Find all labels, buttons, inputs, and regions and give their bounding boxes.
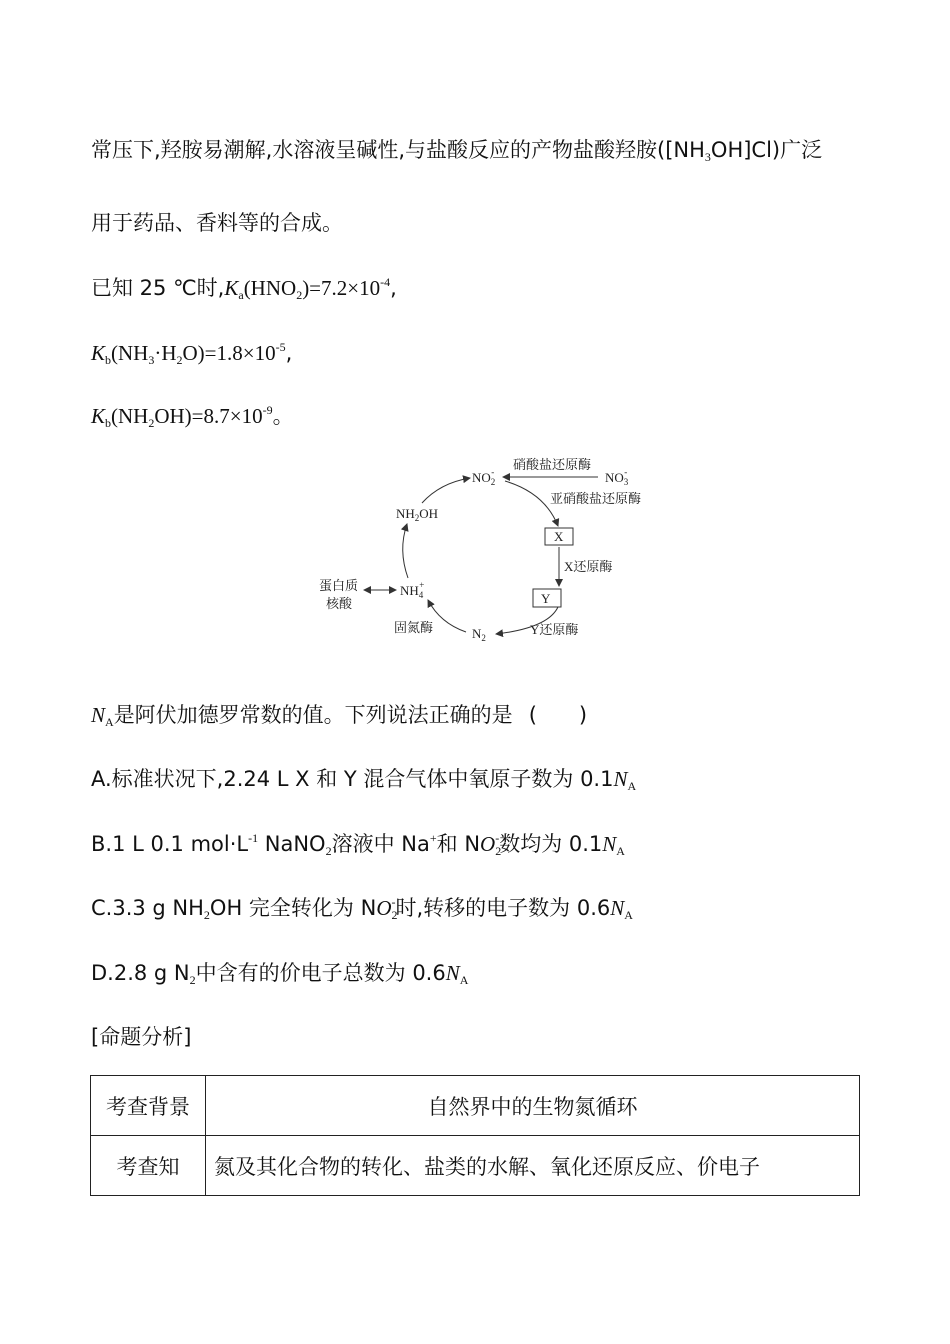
option-c[interactable]: C.3.3 g $NH_2OH$ 完全转化为 $NO_2^-$时,转移的电子数为 $0.6N_A$ [91, 895, 633, 922]
ammonium-label: $NH_4+$ [400, 580, 425, 600]
nucleic-acid-label: 核酸 [326, 596, 353, 611]
ammonium-to-hydroxylamine-arrow [403, 524, 408, 578]
row-value-background: 自然界中的生物氮循环 [206, 1076, 860, 1136]
row-label-background: 考查背景 [91, 1076, 206, 1136]
nitrogen-cycle-diagram [300, 448, 680, 653]
nitrate-label: $NO_3-$ [605, 467, 629, 487]
analysis-table [90, 1075, 860, 1196]
row-value-knowledge: 氮及其化合物的转化、盐类的水解、氧化还原反应、价电子 [206, 1136, 860, 1196]
analysis-heading: [命题分析] [91, 1025, 192, 1049]
y-reductase-label: Y还原酶 [530, 622, 579, 637]
option-b[interactable]: B.1 L 0.1 $mol\cdot L^{-1}$ NaNO$_2$溶液中 Na+和 $NO_2^-$数均为 $0.1N_A$ [91, 831, 625, 858]
protein-label: 蛋白质 [319, 578, 359, 593]
nitrate-reductase-label: 硝酸盐还原酶 [513, 457, 592, 472]
x-reductase-label: X还原酶 [564, 559, 613, 574]
hydroxylamine-to-nitrite-arrow [422, 478, 470, 503]
kb-nh3-line: $K_b(NH_3\cdot H_2O)=1.8\times 10^{-5}$, [91, 340, 293, 367]
nitrogenase-label: 固氮酶 [394, 620, 434, 635]
option-d[interactable]: D.2.8 g $N_2$中含有的价电子总数为 $0.6N_A$ [91, 961, 469, 987]
intro-line-2: 用于药品、香料等的合成。 [91, 211, 343, 235]
question-stem: $N_A$是阿伏加德罗常数的值。下列说法正确的是 ( ) [91, 703, 588, 729]
n2-to-ammonium-arrow [428, 600, 466, 632]
n2-label: $N_2$ [472, 626, 486, 643]
option-a[interactable]: A.标准状况下,2.24 L X 和 Y 混合气体中氧原子数为 $0.1N_A$ [91, 767, 637, 793]
kb-nh2oh-line: $K_b(NH_2OH)=8.7\times 10^{-9}$。 [91, 403, 294, 430]
y-box-label: Y [541, 591, 551, 606]
hydroxylamine-label: $NH_2OH$ [396, 506, 439, 523]
intro-line-1: 常压下,羟胺易潮解,水溶液呈碱性,与盐酸反应的产物盐酸羟胺$([NH_3OH]Cl)$广泛 [91, 138, 823, 164]
nitrite-label: $NO_2-$ [472, 467, 496, 487]
row-label-knowledge: 考查知 [91, 1136, 206, 1196]
table-row [91, 1136, 860, 1196]
ka-hno2-line: 已知 25 ℃时$,K_a(HNO_2)=7.2\times 10^{-4}$, [91, 275, 397, 302]
nitrite-reductase-label: 亚硝酸盐还原酶 [550, 491, 642, 506]
table-row [91, 1076, 860, 1136]
x-box-label: X [554, 529, 564, 544]
